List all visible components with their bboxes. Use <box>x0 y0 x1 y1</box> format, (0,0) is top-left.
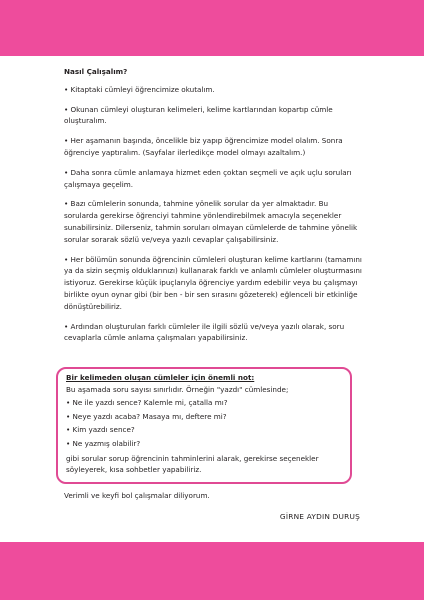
example-questions-list <box>66 397 350 449</box>
bottom-pink-band <box>0 542 424 600</box>
example-question: • Neye yazdı acaba? Masaya mı, deftere mi? <box>66 411 350 423</box>
instruction-paragraph-4: • Daha sonra cümle anlamaya hizmet eden çoktan seçmeli ve açık uçlu soruları çalışmaya geçelim. <box>64 167 352 189</box>
note-title: Bir kelimeden oluşan cümleler için önemli not: <box>66 373 255 382</box>
instruction-paragraph-2: • Okunan cümleyi oluşturan kelimeleri, kelime kartlarından kopartıp cümle oluşturalım. <box>64 104 333 126</box>
example-question: • Kim yazdı sence? <box>66 424 350 436</box>
important-note-box <box>56 367 352 484</box>
section-heading: Nasıl Çalışalım? <box>64 67 128 76</box>
author-signature: GİRNE AYDIN DURUŞ <box>279 512 360 521</box>
instruction-paragraph-3: • Her aşamanın başında, öncelikle biz yapıp öğrencimize model olalım. Sonra öğrenciye yaptıralım. (Sayfalar ilerledikçe model olmayı azaltalım.) <box>64 136 343 157</box>
top-pink-band <box>0 0 424 56</box>
instruction-paragraph-7: • Ardından oluşturulan farklı cümleler ile ilgili sözlü ve/veya yazılı olarak, soru cevaplarla cümle anlama çalışmaları yapabilirsiniz. <box>64 321 345 343</box>
instruction-paragraph-1: • Kitaptaki cümleyi öğrencimize okutalım. <box>64 84 215 94</box>
instruction-paragraph-5: • Bazı cümlelerin sonunda, tahmine yönelik sorular da yer almaktadır. Bu sorularda gerekirse öğrenciyi tahmine yönlendirebilmek amacıyla seçenekler sunabilirsiniz. Dilerseniz, tahmin soruları olmayan cümlelerde de tahmine yönelik sorular sorarak sözlü ve/veya yazılı cevaplar çalışabilirsiniz. <box>64 199 358 244</box>
example-question: • Ne yazmış olabilir? <box>66 438 350 450</box>
instructions-section <box>64 66 362 352</box>
instruction-paragraph-6: • Her bölümün sonunda öğrencinin cümleleri oluşturan kelime kartlarını (tamamını ya da sizin seçmiş olduklarınızı) kullanarak farklı ve anlamlı cümleler oluşturmasını istiyoruz. Gerekirse küçük ipuçlarıyla öğrenciye yardım edebilir veya bu çalışmayı birlikte oyun oynar gibi (bir ben - bir sen sırasını gözeterek) eğlenceli bir etkinliğe dönüştürebiliriz. <box>64 254 362 311</box>
example-question: • Ne ile yazdı sence? Kalemle mi, çatalla mı? <box>66 397 350 409</box>
closing-text: Verimli ve keyfi bol çalışmalar diliyorum. <box>64 491 210 500</box>
note-intro: Bu aşamada soru sayısı sınırlıdır. Örneğin "yazdı" cümlesinde; <box>66 384 289 394</box>
note-outro: gibi sorular sorup öğrencinin tahminlerini alarak, gerekirse seçenekler söyleyerek, kısa sohbetler yapabiliriz. <box>66 453 319 475</box>
